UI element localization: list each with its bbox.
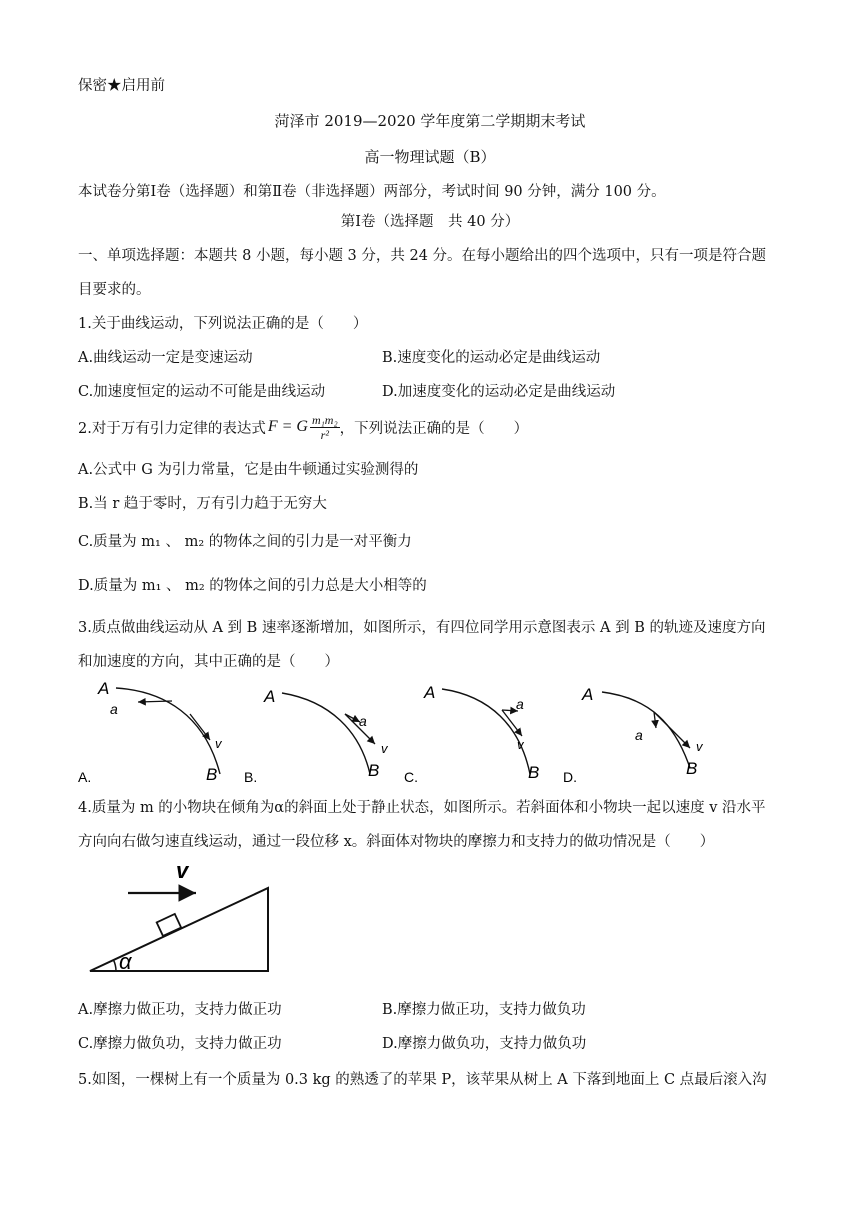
exam-subtitle: 高一物理试题（B） xyxy=(364,148,496,166)
q2-formula-lhs: F = G xyxy=(267,418,308,435)
q3-option-label-d: D. xyxy=(563,769,577,785)
q3-point-a: A xyxy=(424,683,436,702)
q4-option-a: A.摩擦力做正功，支持力做正功 xyxy=(78,1002,282,1018)
q3-vel-label: v xyxy=(381,741,388,756)
q3-vel-label: v xyxy=(215,736,222,751)
q3-vel-label: v xyxy=(517,737,524,752)
q3-acc-label: a xyxy=(110,701,118,717)
q2-option-b: B.当 r 趋于零时，万有引力趋于无穷大 xyxy=(78,496,327,512)
q5-stem: 5.如图，一棵树上有一个质量为 0.3 kg 的熟透了的苹果 P，该苹果从树上 A 下落到地面上 C 点最后滚入沟 xyxy=(78,1072,767,1088)
q4-block xyxy=(157,914,181,936)
q3-diagram-b xyxy=(244,687,389,785)
q3-option-label-c: C. xyxy=(404,769,418,785)
part1-heading: 第Ⅰ卷（选择题 共 40 分） xyxy=(340,214,520,230)
q3-acc-label: a xyxy=(359,713,367,729)
q3-stem-cont: 和加速度的方向，其中正确的是（ ） xyxy=(78,654,339,670)
q2-formula-fraction xyxy=(310,413,340,442)
q3-stem: 3.质点做曲线运动从 A 到 B 速率逐渐增加，如图所示，有四位同学用示意图表示 A 到 B 的轨迹及速度方向 xyxy=(78,620,766,636)
q1-stem: 1.关于曲线运动，下列说法正确的是（ ） xyxy=(78,316,368,332)
q3-acc-label: a xyxy=(635,727,643,743)
q3-diagram-d xyxy=(563,685,704,785)
exam-title: 菏泽市 2019—2020 学年度第二学期期末考试 xyxy=(274,112,586,130)
q3-point-b: B xyxy=(206,765,218,784)
q3-option-label-b: B. xyxy=(244,769,258,785)
q3-point-b: B xyxy=(368,761,380,780)
q1-option-d: D.加速度变化的运动必定是曲线运动 xyxy=(382,384,616,400)
q4-option-b: B.摩擦力做正功，支持力做负功 xyxy=(382,1002,586,1018)
q3-point-b: B xyxy=(686,759,698,778)
q3-point-b: B xyxy=(528,763,540,782)
q4-option-d: D.摩擦力做负功，支持力做负功 xyxy=(382,1036,587,1052)
q2-option-a: A.公式中 G 为引力常量，它是由牛顿通过实验测得的 xyxy=(78,462,419,478)
q3-acc-label: a xyxy=(516,696,524,712)
q2-stem xyxy=(78,410,528,444)
q4-option-c: C.摩擦力做负功，支持力做正功 xyxy=(78,1036,282,1052)
q4-velocity-label: v xyxy=(176,858,189,883)
q3-point-a: A xyxy=(264,687,276,706)
exam-intro: 本试卷分第Ⅰ卷（选择题）和第Ⅱ卷（非选择题）两部分，考试时间 90 分钟，满分 100 分。 xyxy=(78,184,666,200)
q2-stem-pre: 2.对于万有引力定律的表达式 xyxy=(78,420,266,437)
q4-incline-figure xyxy=(80,856,280,980)
q2-stem-post: ，下列说法正确的是（ ） xyxy=(339,420,529,437)
q3-figure xyxy=(70,676,740,790)
q4-stem: 4.质量为 m 的小物块在倾角为α的斜面上处于静止状态，如图所示。若斜面体和小物块一起以速度 v 沿水平 xyxy=(78,800,766,816)
q2-formula-num: m₁m₂ xyxy=(311,412,338,427)
section1-instructions: 一、单项选择题：本题共 8 小题，每小题 3 分，共 24 分。在每小题给出的四个选项中，只有一项是符合题 xyxy=(78,248,767,264)
section1-instructions-cont: 目要求的。 xyxy=(78,282,151,298)
q3-point-a: A xyxy=(582,685,594,704)
q3-vel-label: v xyxy=(696,739,703,754)
q1-option-b: B.速度变化的运动必定是曲线运动 xyxy=(382,350,601,366)
q1-option-a: A.曲线运动一定是变速运动 xyxy=(78,350,253,366)
q3-diagram-c xyxy=(404,683,539,785)
q3-option-label-a: A. xyxy=(78,769,92,785)
q4-angle-label: α xyxy=(119,949,132,974)
q2-option-d: D.质量为 m₁ 、 m₂ 的物体之间的引力总是大小相等的 xyxy=(78,578,427,594)
q2-formula-den: r² xyxy=(320,427,329,442)
q3-diagram-a xyxy=(78,679,223,785)
q3-point-a: A xyxy=(98,679,110,698)
q1-option-c: C.加速度恒定的运动不可能是曲线运动 xyxy=(78,384,326,400)
q4-stem-cont: 方向向右做匀速直线运动，通过一段位移 x。斜面体对物块的摩擦力和支持力的做功情况是（ ） xyxy=(78,834,715,850)
q2-option-c: C.质量为 m₁ 、 m₂ 的物体之间的引力是一对平衡力 xyxy=(78,534,412,550)
secret-label: 保密★启用前 xyxy=(78,78,165,94)
